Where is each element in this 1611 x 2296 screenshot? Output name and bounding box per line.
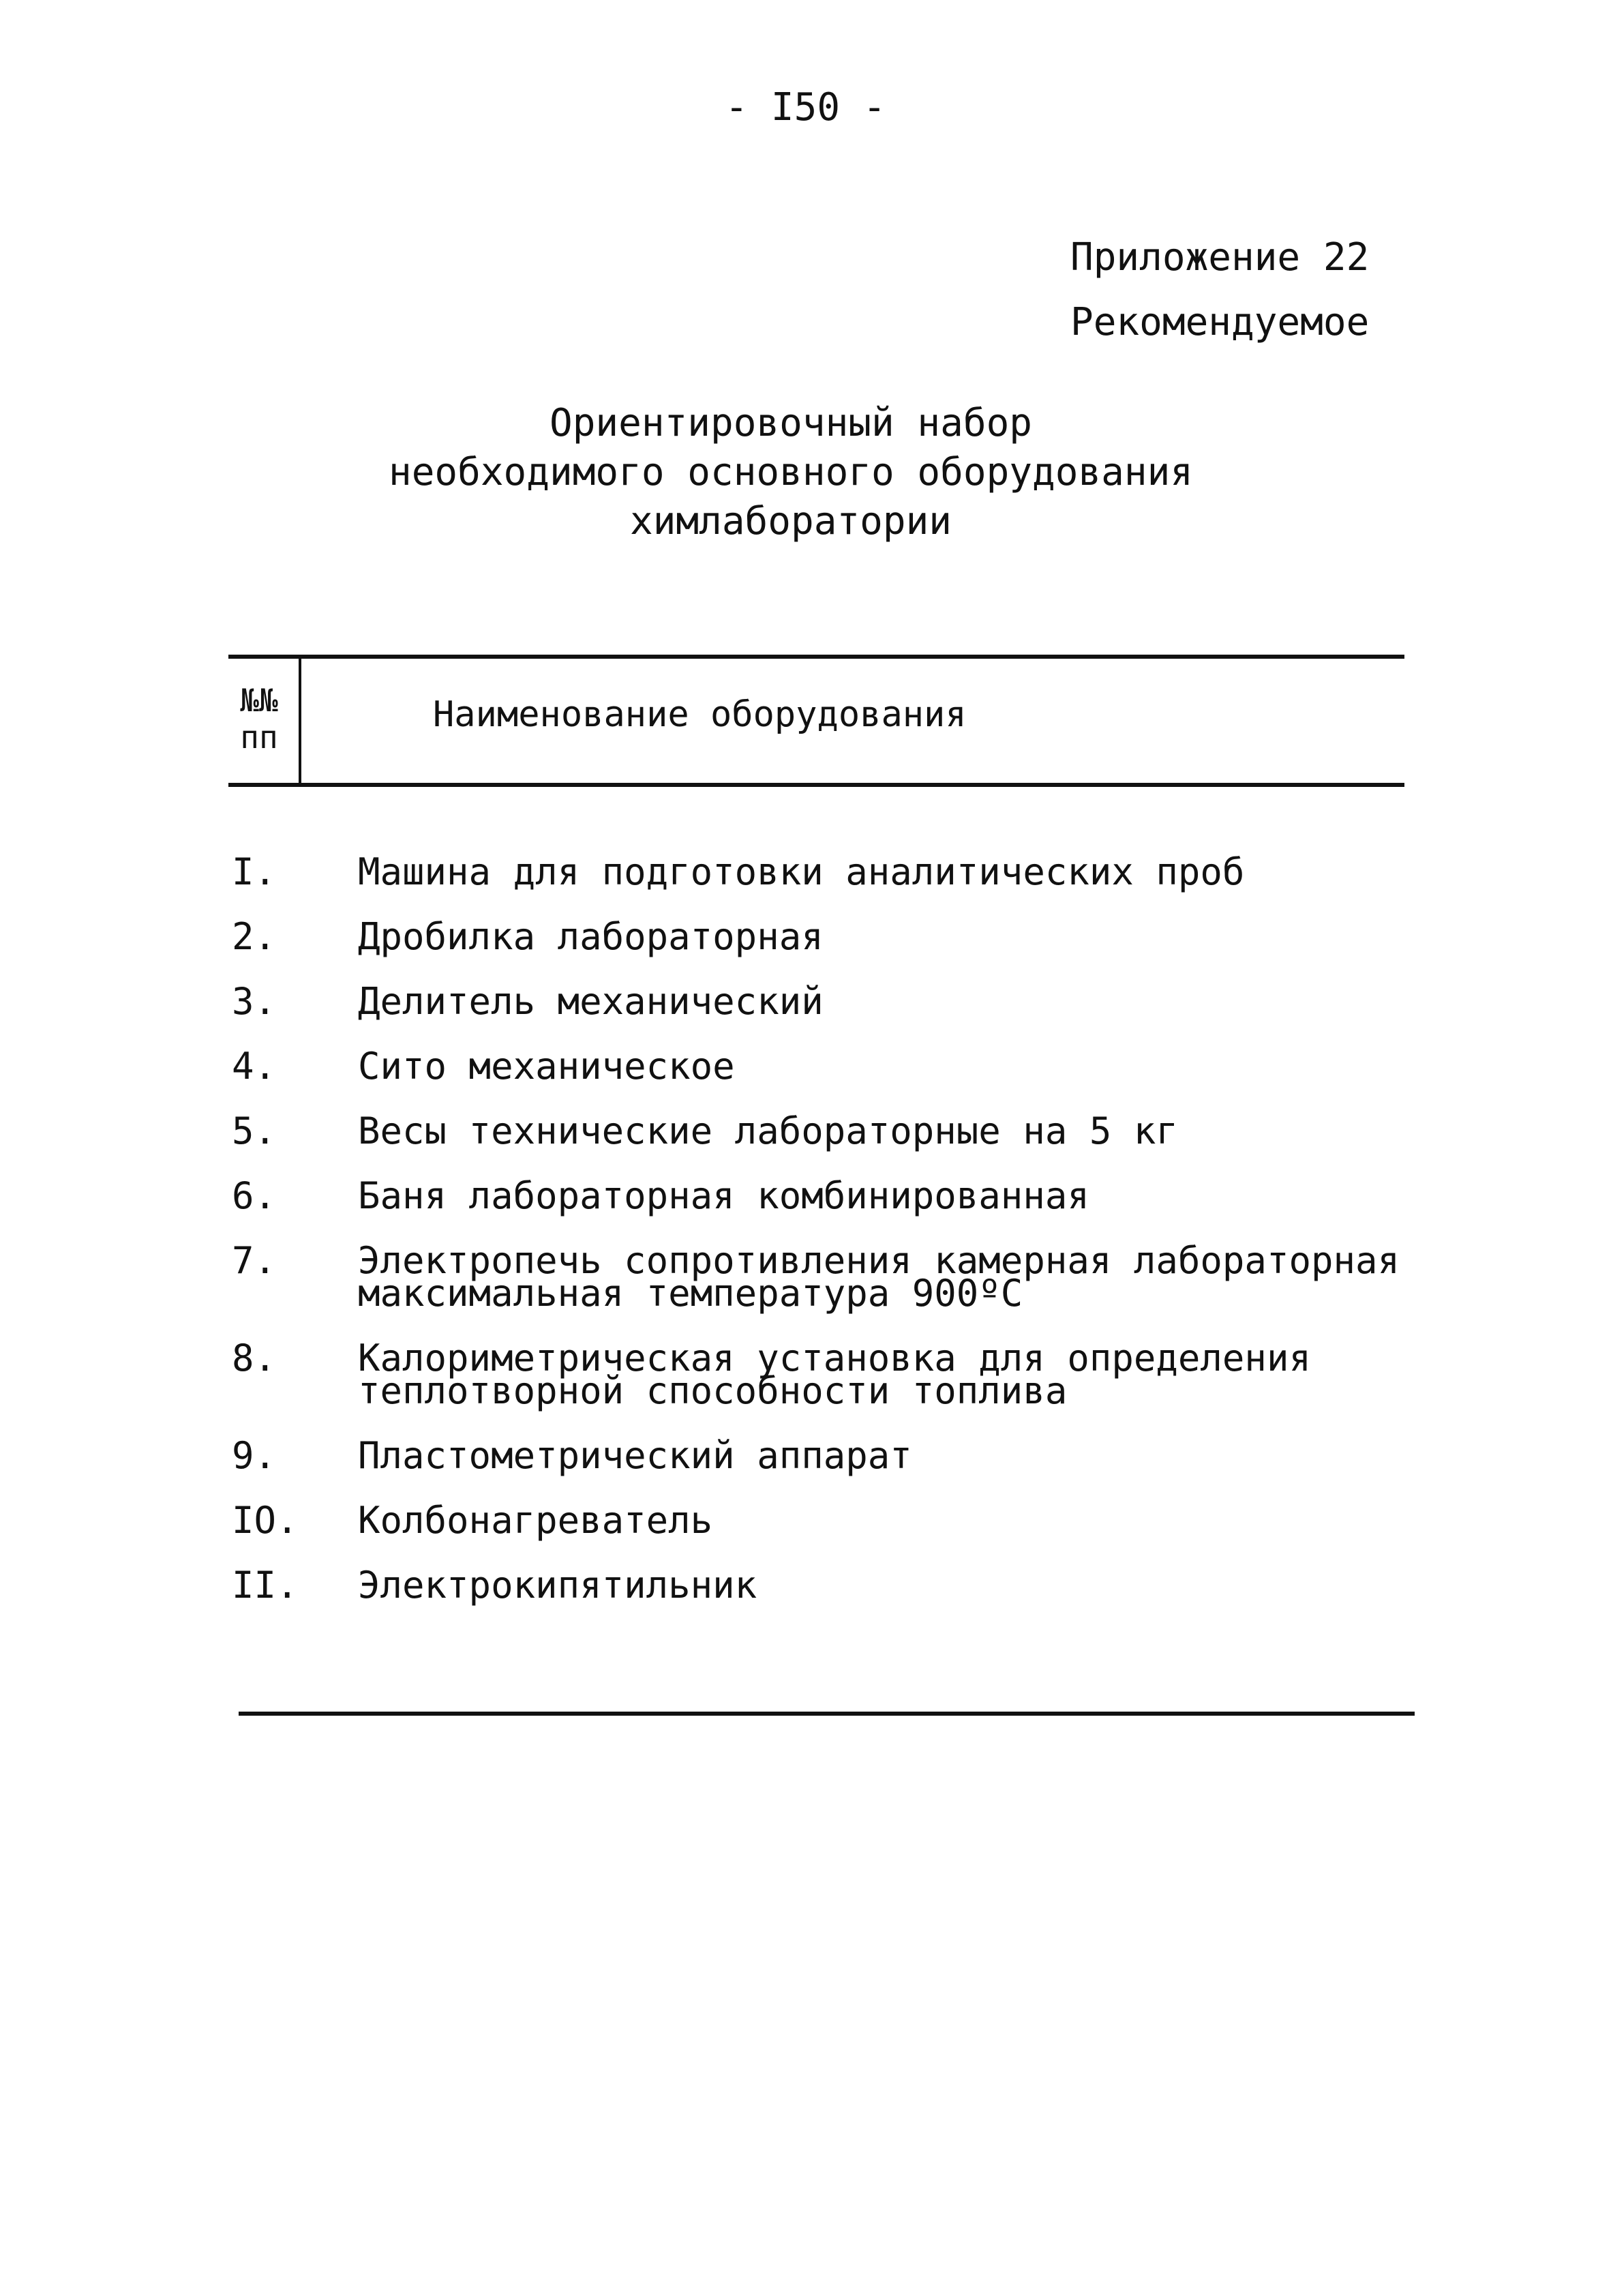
row-number: 3. bbox=[232, 980, 277, 1023]
table-row bbox=[228, 1499, 1415, 1542]
row-number: 6. bbox=[232, 1174, 277, 1217]
table-row bbox=[228, 1109, 1415, 1152]
row-number: 2. bbox=[232, 915, 277, 958]
row-name bbox=[358, 1337, 1415, 1412]
table-top-rule bbox=[228, 655, 1404, 659]
row-number: 5. bbox=[232, 1109, 277, 1152]
row-number: 4. bbox=[232, 1045, 277, 1088]
header-name-column: Наименование оборудования bbox=[433, 694, 967, 735]
table-header-rule bbox=[228, 783, 1404, 787]
row-name: Дробилка лабораторная bbox=[358, 915, 824, 958]
table-row bbox=[228, 1045, 1415, 1088]
row-name-line-1: Калориметрическая установка для определения bbox=[358, 1337, 1311, 1380]
row-name: Весы технические лабораторные на 5 кг bbox=[358, 1109, 1178, 1152]
header-number-line-2: пп bbox=[240, 719, 278, 756]
title-line-3: химлаборатории bbox=[629, 499, 952, 543]
table-bottom-rule bbox=[239, 1712, 1415, 1716]
row-name-line-2: максимальная температура 900ºС bbox=[358, 1272, 1023, 1315]
row-number: 8. bbox=[232, 1337, 277, 1380]
row-name: Машина для подготовки аналитических проб bbox=[358, 850, 1245, 893]
table-row bbox=[228, 1564, 1415, 1607]
equipment-list bbox=[228, 850, 1415, 1634]
table-row bbox=[228, 1239, 1415, 1315]
row-name: Сито механическое bbox=[358, 1045, 735, 1088]
table-row bbox=[228, 1434, 1415, 1477]
title-line-1: Ориентировочный набор bbox=[549, 401, 1032, 445]
header-number-line-1: №№ bbox=[240, 682, 278, 719]
row-number: 7. bbox=[232, 1239, 277, 1282]
row-number: IO. bbox=[232, 1499, 299, 1542]
row-number: II. bbox=[232, 1564, 299, 1607]
appendix-label: Приложение 22 bbox=[1070, 235, 1370, 280]
header-number-column bbox=[228, 682, 290, 756]
title-line-2: необходимого основного оборудования bbox=[388, 450, 1194, 494]
table-row bbox=[228, 980, 1415, 1023]
row-name: Колбонагреватель bbox=[358, 1499, 713, 1542]
header-column-separator bbox=[299, 658, 301, 783]
row-number: 9. bbox=[232, 1434, 277, 1477]
table-row bbox=[228, 915, 1415, 958]
table-row bbox=[228, 850, 1415, 893]
row-number: I. bbox=[232, 850, 277, 893]
row-name bbox=[358, 1239, 1415, 1315]
document-title bbox=[0, 399, 1582, 546]
row-name: Делитель механический bbox=[358, 980, 824, 1023]
row-name: Электрокипятильник bbox=[358, 1564, 757, 1607]
table-row bbox=[228, 1174, 1415, 1217]
table-row bbox=[228, 1337, 1415, 1412]
appendix-status: Рекомендуемое bbox=[1070, 300, 1370, 344]
row-name: Пластометрический аппарат bbox=[358, 1434, 912, 1477]
row-name: Баня лабораторная комбинированная bbox=[358, 1174, 1089, 1217]
row-name-line-1: Электропечь сопротивления камерная лабораторная bbox=[358, 1239, 1400, 1282]
page-number: - I50 - bbox=[725, 85, 886, 130]
row-name-line-2: теплотворной способности топлива bbox=[358, 1369, 1068, 1412]
